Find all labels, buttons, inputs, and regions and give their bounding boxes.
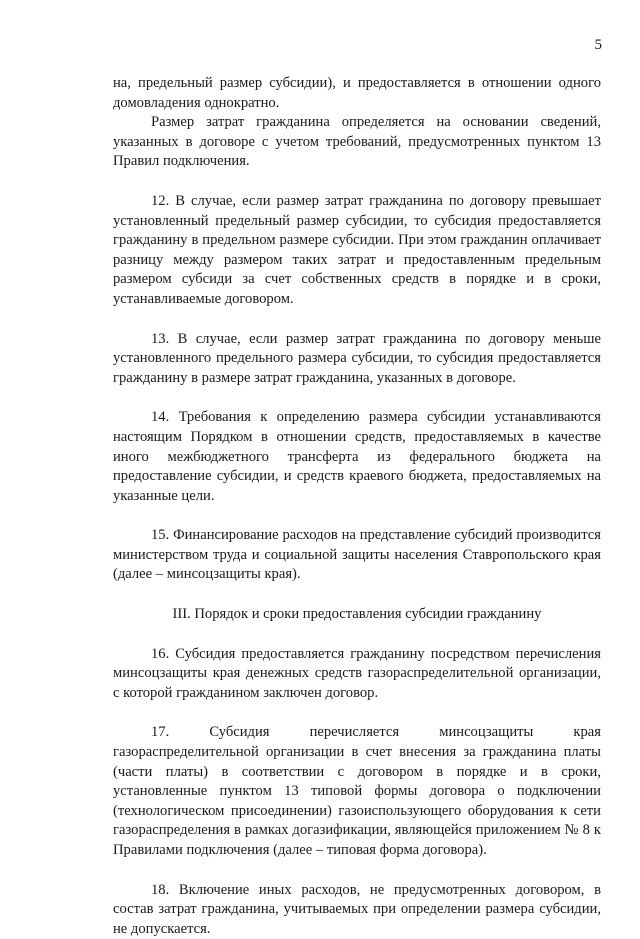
- paragraph-14: 14. Требования к определению размера субсидии устанавливаются настоящим Порядком в отношении средств, предоставляемых в качестве иного межбюджетного трансферта из федерального бюджета на предоставление субсидии, и средств краевого бюджета, предоставляемых на указанные цели.: [113, 409, 601, 504]
- paragraph-18: 18. Включение иных расходов, не предусмотренных договором, в состав затрат гражданина, учитываемых при определении размера субсидии, не допускается.: [113, 881, 601, 937]
- paragraph-15: 15. Финансирование расходов на представление субсидий производится министерством труда и социальной защиты населения Ставропольского края (далее – минсоцзащиты края).: [113, 527, 601, 583]
- document-body: [113, 74, 601, 939]
- paragraph-cost-determination: Размер затрат гражданина определяется на основании сведений, указанных в договоре с учетом требований, предусмотренных пунктом 13 Правил подключения.: [113, 114, 601, 170]
- page-number: 5: [594, 37, 602, 53]
- paragraph-13: 13. В случае, если размер затрат гражданина по договору меньше установленного предельного размера субсидии, то субсидия предоставляется гражданину в размере затрат гражданина, указанных в договоре.: [113, 330, 601, 386]
- section-heading: III. Порядок и сроки предоставления субсидии гражданину: [172, 606, 542, 623]
- paragraph-continuation: на, предельный размер субсидии), и предоставляется в отношении одного домовладения однократно.: [113, 75, 601, 111]
- paragraph-12: 12. В случае, если размер затрат гражданина по договору превышает установленный предельный размер субсидии, то субсидия предоставляется гражданину в предельном размере субсидии. При этом гражданин оплачивает разницу между размером таких затрат и предоставленным предельным размером субсиди за счет собственных средств в порядке и в сроки, устанавливаемые договором.: [113, 192, 601, 307]
- paragraph-17: 17. Субсидия перечисляется минсоцзащиты края газораспределительной организации в счет внесения за гражданина платы (части платы) в соответствии с договором в порядке и в сроки, установленные пунктом 13 типовой формы договора о подключении (технологическом присоединении) газоиспользующего оборудования к сети газораспределения в рамках догазификации, являющейся приложением № 8 к Правилами подключения (далее – типовая форма договора).: [113, 724, 601, 858]
- paragraph-16: 16. Субсидия предоставляется гражданину посредством перечисления минсоцзащиты края денежных средств газораспределительной организации, с которой гражданином заключен договор.: [113, 645, 601, 701]
